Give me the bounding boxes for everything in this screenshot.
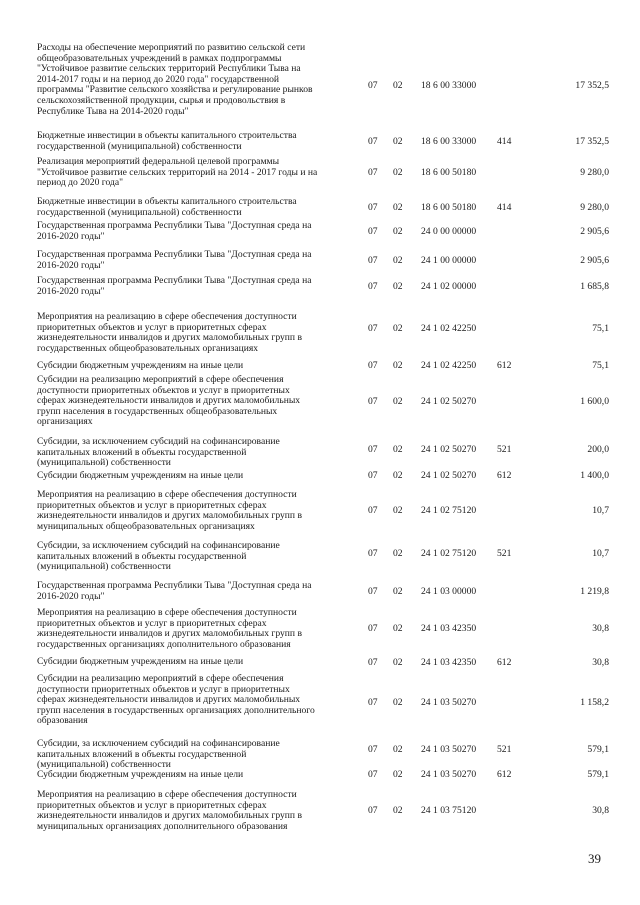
amount: 30,8: [592, 657, 609, 668]
amount: 17 352,5: [575, 80, 609, 91]
section-code: 07: [368, 281, 378, 292]
target-article-code: 18 6 00 50180: [421, 167, 477, 178]
amount: 579,1: [587, 744, 609, 755]
subsection-code: 02: [393, 396, 403, 407]
section-code: 07: [368, 744, 378, 755]
subsection-code: 02: [393, 657, 403, 668]
row-description: Субсидии на реализацию мероприятий в сфере обеспечения доступности приоритетных объектов и услуг в приоритетных сферах жизнедеятельности инвалидов и других маломобильных групп населения в государственных общеобразовательных организациях: [37, 374, 301, 428]
section-code: 07: [368, 323, 378, 334]
amount: 9 280,0: [580, 202, 609, 213]
row-description: Расходы на обеспечение мероприятий по развитию сельской сети общеобразовательных учреждений в рамках подпрограммы "Устойчивое развитие сельских территорий Республики Тыва на 2014-2017 годы и на период до 2020 года" государственной программы "Развитие сельского хозяйства и регулирование рынков сельскохозяйственной продукции, сырья и продовольствия в Республике Тыва на 2014-2020 годы": [37, 42, 313, 117]
row-description: Бюджетные инвестиции в объекты капитального строительства государственной (муниципальной) собственности: [37, 130, 297, 152]
subsection-code: 02: [393, 623, 403, 634]
row-description: Мероприятия на реализацию в сфере обеспечения доступности приоритетных объектов и услуг в приоритетных сферах жизнедеятельности инвалидов и других маломобильных групп в муниципальных общеобразовательных организациях: [37, 489, 302, 532]
subsection-code: 02: [393, 697, 403, 708]
amount: 17 352,5: [575, 136, 609, 147]
expense-type-code: 414: [497, 202, 512, 213]
subsection-code: 02: [393, 470, 403, 481]
amount: 75,1: [592, 323, 609, 334]
target-article-code: 18 6 00 50180: [421, 202, 477, 213]
target-article-code: 24 1 02 50270: [421, 444, 477, 455]
subsection-code: 02: [393, 805, 403, 816]
subsection-code: 02: [393, 323, 403, 334]
row-description: Государственная программа Республики Тыва "Доступная среда на 2016-2020 годы": [37, 580, 312, 602]
target-article-code: 24 1 02 50270: [421, 396, 477, 407]
row-description: Субсидии, за исключением субсидий на софинансирование капитальных вложений в объекты государственной (муниципальной) собственности: [37, 540, 280, 573]
subsection-code: 02: [393, 80, 403, 91]
amount: 30,8: [592, 805, 609, 816]
target-article-code: 24 1 02 42250: [421, 323, 477, 334]
row-description: Субсидии бюджетным учреждениям на иные цели: [37, 360, 244, 371]
section-code: 07: [368, 202, 378, 213]
expense-type-code: 414: [497, 136, 512, 147]
target-article-code: 24 1 00 00000: [421, 255, 477, 266]
amount: 1 685,8: [580, 281, 609, 292]
row-description: Субсидии на реализацию мероприятий в сфере обеспечения доступности приоритетных объектов и услуг в приоритетных сферах жизнедеятельности инвалидов и других маломобильных групп населения в государственных организациях дополнительного образования: [37, 673, 315, 727]
target-article-code: 24 1 03 50270: [421, 744, 477, 755]
target-article-code: 24 1 03 75120: [421, 805, 477, 816]
target-article-code: 24 1 02 75120: [421, 505, 477, 516]
row-description: Субсидии, за исключением субсидий на софинансирование капитальных вложений в объекты государственной (муниципальной) собственности: [37, 436, 280, 469]
row-description: Субсидии бюджетным учреждениям на иные цели: [37, 656, 244, 667]
section-code: 07: [368, 167, 378, 178]
subsection-code: 02: [393, 744, 403, 755]
target-article-code: 24 1 02 42250: [421, 360, 477, 371]
target-article-code: 24 1 02 75120: [421, 548, 477, 559]
page-number: 39: [588, 851, 601, 866]
target-article-code: 24 0 00 00000: [421, 226, 477, 237]
target-article-code: 18 6 00 33000: [421, 80, 477, 91]
target-article-code: 24 1 02 00000: [421, 281, 477, 292]
row-description: Государственная программа Республики Тыва "Доступная среда на 2016-2020 годы": [37, 275, 312, 297]
subsection-code: 02: [393, 444, 403, 455]
expense-type-code: 521: [497, 744, 512, 755]
amount: 1 219,8: [580, 586, 609, 597]
row-description: Мероприятия на реализацию в сфере обеспечения доступности приоритетных объектов и услуг в приоритетных сферах жизнедеятельности инвалидов и других маломобильных групп в государственных организациях дополнительного образования: [37, 607, 302, 650]
subsection-code: 02: [393, 281, 403, 292]
section-code: 07: [368, 657, 378, 668]
subsection-code: 02: [393, 586, 403, 597]
row-description: Государственная программа Республики Тыва "Доступная среда на 2016-2020 годы": [37, 220, 312, 242]
target-article-code: 24 1 03 42350: [421, 657, 477, 668]
amount: 1 400,0: [580, 470, 609, 481]
section-code: 07: [368, 505, 378, 516]
subsection-code: 02: [393, 769, 403, 780]
subsection-code: 02: [393, 360, 403, 371]
row-description: Субсидии бюджетным учреждениям на иные цели: [37, 470, 244, 481]
target-article-code: 18 6 00 33000: [421, 136, 477, 147]
subsection-code: 02: [393, 505, 403, 516]
amount: 9 280,0: [580, 167, 609, 178]
subsection-code: 02: [393, 167, 403, 178]
expense-type-code: 612: [497, 769, 512, 780]
target-article-code: 24 1 03 00000: [421, 586, 477, 597]
expense-type-code: 521: [497, 444, 512, 455]
expense-type-code: 521: [497, 548, 512, 559]
section-code: 07: [368, 360, 378, 371]
expense-type-code: 612: [497, 470, 512, 481]
target-article-code: 24 1 03 50270: [421, 769, 477, 780]
subsection-code: 02: [393, 226, 403, 237]
row-description: Мероприятия на реализацию в сфере обеспечения доступности приоритетных объектов и услуг в приоритетных сферах жизнедеятельности инвалидов и других маломобильных групп в государственных общеобразовательных организациях: [37, 311, 302, 354]
row-description: Государственная программа Республики Тыва "Доступная среда на 2016-2020 годы": [37, 249, 312, 271]
amount: 30,8: [592, 623, 609, 634]
subsection-code: 02: [393, 136, 403, 147]
section-code: 07: [368, 396, 378, 407]
amount: 2 905,6: [580, 255, 609, 266]
subsection-code: 02: [393, 548, 403, 559]
row-description: Субсидии, за исключением субсидий на софинансирование капитальных вложений в объекты государственной (муниципальной) собственности: [37, 738, 280, 771]
section-code: 07: [368, 255, 378, 266]
expense-type-code: 612: [497, 360, 512, 371]
section-code: 07: [368, 470, 378, 481]
section-code: 07: [368, 697, 378, 708]
section-code: 07: [368, 769, 378, 780]
section-code: 07: [368, 805, 378, 816]
amount: 200,0: [587, 444, 609, 455]
section-code: 07: [368, 548, 378, 559]
subsection-code: 02: [393, 202, 403, 213]
target-article-code: 24 1 03 50270: [421, 697, 477, 708]
row-description: Бюджетные инвестиции в объекты капитального строительства государственной (муниципальной) собственности: [37, 196, 297, 218]
section-code: 07: [368, 80, 378, 91]
amount: 10,7: [592, 505, 609, 516]
amount: 10,7: [592, 548, 609, 559]
subsection-code: 02: [393, 255, 403, 266]
expense-type-code: 612: [497, 657, 512, 668]
amount: 2 905,6: [580, 226, 609, 237]
section-code: 07: [368, 444, 378, 455]
target-article-code: 24 1 02 50270: [421, 470, 477, 481]
amount: 1 158,2: [580, 697, 609, 708]
amount: 579,1: [587, 769, 609, 780]
row-description: Реализация мероприятий федеральной целевой программы "Устойчивое развитие сельских территорий на 2014 - 2017 годы и на период до 2020 года": [37, 156, 318, 189]
row-description: Мероприятия на реализацию в сфере обеспечения доступности приоритетных объектов и услуг в приоритетных сферах жизнедеятельности инвалидов и других маломобильных групп в муниципальных организациях дополнительного образования: [37, 789, 302, 832]
section-code: 07: [368, 623, 378, 634]
section-code: 07: [368, 586, 378, 597]
amount: 1 600,0: [580, 396, 609, 407]
section-code: 07: [368, 226, 378, 237]
section-code: 07: [368, 136, 378, 147]
row-description: Субсидии бюджетным учреждениям на иные цели: [37, 769, 244, 780]
amount: 75,1: [592, 360, 609, 371]
target-article-code: 24 1 03 42350: [421, 623, 477, 634]
